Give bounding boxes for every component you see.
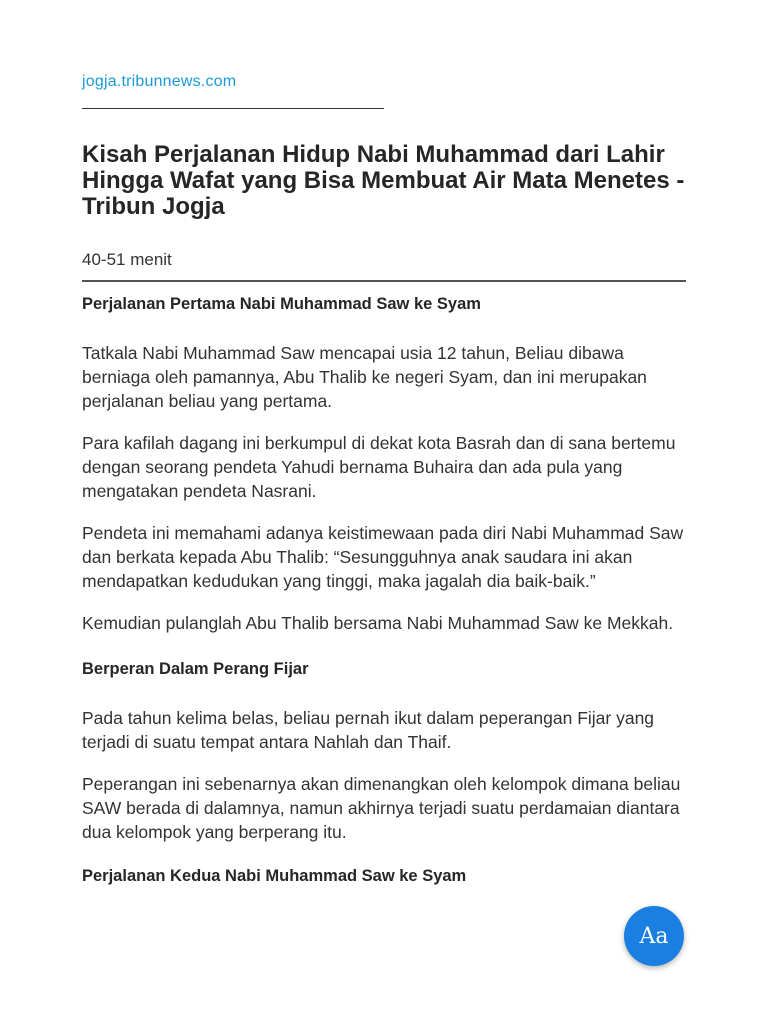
article-paragraph: Para kafilah dagang ini berkumpul di dekat kota Basrah dan di sana bertemu dengan seorang pendeta Yahudi bernama Buhaira dan ada pula yang mengatakan pendeta Nasrani.	[82, 433, 676, 501]
section-heading: Perjalanan Kedua Nabi Muhammad Saw ke Syam	[82, 867, 467, 885]
article-body	[82, 292, 686, 888]
source-link[interactable]: jogja.tribunnews.com	[82, 73, 237, 90]
read-time: 40-51 menit	[82, 250, 172, 269]
article-title: Kisah Perjalanan Hidup Nabi Muhammad dari Lahir Hingga Wafat yang Bisa Membuat Air Mata Menetes - Tribun Jogja	[82, 141, 685, 220]
article-paragraph: Pada tahun kelima belas, beliau pernah ikut dalam peperangan Fijar yang terjadi di suatu tempat antara Nahlah dan Thaif.	[82, 708, 655, 752]
article-paragraph: Kemudian pulanglah Abu Thalib bersama Nabi Muhammad Saw ke Mekkah.	[82, 613, 674, 633]
section-heading: Berperan Dalam Perang Fijar	[82, 660, 309, 678]
article-paragraph: Pendeta ini memahami adanya keistimewaan pada diri Nabi Muhammad Saw dan berkata kepada Abu Thalib: “Sesungguhnya anak saudara ini akan mendapatkan kedudukan yang tinggi, maka jagalah dia baik-baik.”	[82, 523, 684, 591]
article-paragraph: Peperangan ini sebenarnya akan dimenangkan oleh kelompok dimana beliau SAW berada di dalamnya, namun akhirnya terjadi suatu perdamaian diantara dua kelompok yang berperang itu.	[82, 774, 681, 842]
article-paragraph: Tatkala Nabi Muhammad Saw mencapai usia 12 tahun, Beliau dibawa berniaga oleh pamannya, Abu Thalib ke negeri Syam, dan ini merupakan perjalanan beliau yang pertama.	[82, 343, 647, 411]
font-settings-button[interactable]	[624, 906, 684, 966]
header-divider	[82, 280, 686, 282]
source-divider	[82, 108, 384, 109]
font-settings-label: Aa	[639, 923, 669, 949]
section-heading: Perjalanan Pertama Nabi Muhammad Saw ke Syam	[82, 295, 481, 313]
